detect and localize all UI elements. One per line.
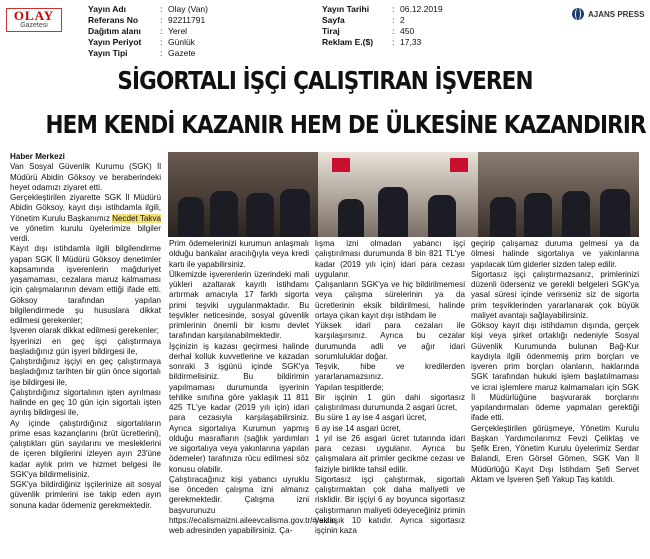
paragraph: Yüksek idari para cezaları ile karşılaşırsınız. Ayrıca bu cezalar durumunda adli ve ağır idari sorumluluklar doğar. <box>315 321 465 361</box>
paragraph: Çalıştırdığınız işçiyi en geç çalıştırmaya başladığınız tarihten bir gün önce sigortalı işe bildirgesi ile, <box>10 357 161 387</box>
paragraph: 1 yıl ise 26 asgari ücret tutarında idari para cezası uygulanır. Ayrıca bu çalışmalara ait primler gecikme cezası ve faiziyle birlikte tahsil edilir. <box>315 433 465 474</box>
meta-colon: : <box>392 26 395 36</box>
paragraph: Van Sosyal Güvenlik Kurumu (SGK) İl Müdürü Abidin Göksoy ve beraberindeki heyet odamızı ziyaret etti. <box>10 162 161 192</box>
meta-value: Günlük <box>168 37 195 47</box>
headline-line-1: SİGORTALI İŞÇİ ÇALIŞTIRAN İŞVEREN <box>117 66 533 95</box>
paragraph: Çalışanların SGK'ya ve hiç bildirilmemesi veya çalışma sürelerinin ya da ücretlerinin eksik bildirilmesi, halinde ortaya çıkan kayıt dışı istihdam ile <box>315 280 465 320</box>
meta-row <box>88 37 208 48</box>
paragraph: İşveren olarak dikkat edilmesi gerekenler; <box>10 326 159 336</box>
meta-row <box>88 4 208 15</box>
meta-row <box>322 15 443 26</box>
meta-value: 06.12.2019 <box>400 4 443 14</box>
paragraph: lışma izni olmadan yabancı işçi çalıştırılması durumunda 8 bin 821 TL'ye kadar (2019 yılı için) idari para cezası uygulanır. <box>315 239 465 279</box>
paragraph: Gerçekleştirilen ziyarette SGK İl Müdürü Abidin Göksoy, kayıt dışı istihdamla ilgili, Yönetim Kurulu Başkanımız Necdet Takva ve yönetim kurulu üyelerimize bilgiler verdi. <box>10 193 162 243</box>
photo-center <box>318 152 478 237</box>
paragraph: Bu süre 1 ay ise 4 asgari ücret, <box>315 413 427 423</box>
meta-key: Sayfa <box>322 15 345 25</box>
meta-key: Reklam E.($) <box>322 37 374 47</box>
meta-colon: : <box>160 48 163 58</box>
globe-icon <box>572 8 584 20</box>
paragraph: 6 ay ise 14 asgari ücret, <box>315 423 401 433</box>
meta-key: Yayın Periyot <box>88 37 142 47</box>
paragraph: SGK'ya bildirdiğiniz işçilerinize ait sosyal güvenlik primlerini ise takip eden ayın sonuna kadar ödemeniz gerekmektedir. <box>10 480 161 510</box>
headline-line-2: HEM KENDİ KAZANIR HEM DE ÜLKESİNE KAZANDIRIR <box>45 110 646 139</box>
paragraph: Çalıştırdığınız sigortalının işten ayrılması halinde en geç 10 gün için sigortalı işten ayrılış bildirgesi ile, <box>10 387 161 418</box>
paragraph: Bir işçinin 1 gün dahi sigortasız çalıştırılması durumunda 2 asgari ücret, <box>315 392 465 412</box>
meta-value: 450 <box>400 26 415 36</box>
byline: Haber Merkezi <box>10 152 65 161</box>
paragraph: geçirip çalışamaz duruma gelmesi ya da ölmesi halinde sigortalıya ve yakınlarına yapılacak tüm giderler sizden talep edilir. <box>471 239 639 269</box>
meta-colon: : <box>392 15 395 25</box>
paragraph: Göksoy kayıt dışı istihdamın dışında, gerçek kişi veya şirket ortaklığı nedeniyle Sosyal Güvenlik Kurumunda bulunan Bağ-Kur kaydıyla ilgili ödenmemiş prim borçları ve işveren prim borçları olanların, haklarında SGK tarafından hukuki işlem başlatılmaması ve icrai işlemlere maruz kalmamaları için SGK İl Müdürlüğüne başvurarak borçlarını yapılandırmaları ödeme yapmaları gerektiği ifade etti. <box>471 321 639 423</box>
meta-key: Yayın Tipi <box>88 48 128 58</box>
article-column-2 <box>169 239 336 536</box>
article-photo <box>168 152 639 237</box>
agency-name: AJANS PRESS <box>588 9 645 19</box>
meta-row <box>88 48 208 59</box>
highlighted-name: Necdet Takva <box>112 213 162 223</box>
meta-key: Yayın Adı <box>88 4 126 14</box>
meta-key: Tiraj <box>322 26 340 36</box>
paragraph: Ülkemizde işverenlerin üzerindeki mali yükleri azaltarak kayıtlı istihdamı artırmak amacıyla 17 farklı sigorta primi teşviki uygulanmaktadır. Bu teşvikler neticesinde, sosyal güvenlik primlerinin önemli bir kısmı devlet tarafından karşılanabilmektedir. <box>169 269 309 341</box>
paragraph: Sigortasız işçi çalıştırmak, sigortalı çalıştırmaktan çok daha maliyetli ve risklidir. Bir işçiyi 6 ay boyunca sigortasız çalıştırmanın maliyeti ödeyeceğiniz primin yaklaşık 10 katıdır. Ayrıca sigortasız işçinin kaza <box>315 474 465 535</box>
meta-colon: : <box>392 4 395 14</box>
meta-value: Gazete <box>168 48 196 58</box>
meta-key: Dağıtım alanı <box>88 26 141 36</box>
meta-colon: : <box>392 37 395 47</box>
paragraph: Sigortasız işçi çalıştırmazsanız, primlerinizi düzenli öderseniz ve gerekli belgeleri SGK'ya yasal süresi içinde verirseniz siz de sigorta prim teşviklerinden yararlanarak çok büyük maliyet avantajı sağlayabilirsiniz. <box>471 269 639 320</box>
meta-value: 2 <box>400 15 405 25</box>
paragraph: Çalıştıracağınız kişi yabancı uyruklu ise önceden çalışma izni almanız gerekmektedir. Çalışma izni başvurunuzu https://ecalismaizni.aileevcalisma.gov.tr/#/eizin web adresinden yapabilirsiniz. Ça- <box>169 474 336 535</box>
meta-colon: : <box>160 37 163 47</box>
meta-row <box>322 37 443 48</box>
newspaper-logo <box>6 8 62 32</box>
meta-key: Yayın Tarihi <box>322 4 370 14</box>
article-column-3 <box>315 239 465 536</box>
agency-brand <box>572 8 644 20</box>
paragraph: İşçinizin iş kazası geçirmesi halinde derhal kolluk kuvvetlerine ve kazadan sonraki 3 işgünü içinde SGK'ya bildirmelisiniz. Bu bildirimin yapılmaması durumunda işyerinin tehlike sınıfına göre yaklaşık 11 811 425 TL'ye kadar (2019 yılı için) idari para cezasıyla karşılaşabilirsiniz. Ayrıca sigortalıya Kurumun yapmış olduğu masrafların (sağlık yardımları ve sigortalıya veya yakınlarına yapılan ödemeler) tarafınıza rücu edilmesi söz konusu olabilir. <box>169 341 309 474</box>
paragraph: Ay içinde çalıştırdığınız sigortalıların prime esas kazançlarını (brüt ücretlerini), çalıştıkları gün sayılarını ve mesleklerini de içeren bilgilerini izleyen ayın 23'üne kadar aylık prim ve hizmet belgesi ile SGK'ya bildirmelisiniz. <box>10 418 161 479</box>
logo-sub: Gazetesi <box>20 22 48 29</box>
meta-value: Olay (Van) <box>168 4 208 14</box>
meta-right <box>322 4 443 48</box>
paragraph: Yapılan tespitlerde; <box>315 382 384 392</box>
photo-left <box>168 152 318 237</box>
paragraph: Prim ödemelerinizi kurumun anlaşmalı olduğu bankalar aracılığıyla veya kredi kartı ile yapabilirsiniz. <box>169 239 309 269</box>
meta-key: Referans No <box>88 15 139 25</box>
meta-left <box>88 4 208 59</box>
photo-right <box>478 152 639 237</box>
meta-value: 92211791 <box>168 15 206 25</box>
meta-value: Yerel <box>168 26 188 36</box>
meta-colon: : <box>160 15 163 25</box>
meta-colon: : <box>160 4 163 14</box>
paragraph: Teşvik, hibe ve kredilerden yararlanamazsınız. <box>315 362 465 382</box>
meta-value: 17,33 <box>400 37 422 47</box>
paragraph: Kayıt dışı istihdamla ilgili bilgilendirme yapan SGK İl Müdürü Göksoy denetimler kapsamında işverenlerin mağduriyet yaşamaması, cezalara maruz kalmaması için çalışmalarının devam ettiği ifade etti. Göksoy tarafından yapılan bilgilendirmede şu hususlara dikkat edilmesi gerekenler; <box>10 244 161 325</box>
meta-row <box>322 4 443 15</box>
article-column-1 <box>10 152 161 511</box>
article-column-4 <box>471 239 639 485</box>
meta-colon: : <box>160 26 163 36</box>
meta-row <box>88 15 208 26</box>
paragraph: Gerçekleştirilen görüşmeye, Yönetim Kurulu Başkan Yardımcılarımız Fevzi Çeliktaş ve Şefik Eren, Yönetim Kurulu üyelerimiz Serdar Balandi, Eren Görsel Gömen, SGK Van İl Müdürlüğü Kayıt Dışı İstihdam Şefi Servet Aktam ve İşveren Şefi Yakup Taş katıldı. <box>471 423 639 484</box>
clipping-header <box>0 0 650 62</box>
logo-name: OLAY <box>13 8 55 23</box>
meta-row <box>88 26 208 37</box>
paragraph: İşyerinizi en geç işçi çalıştırmaya başladığınız gün işyeri bildirgesi ile, <box>10 336 161 356</box>
meta-row <box>322 26 443 37</box>
